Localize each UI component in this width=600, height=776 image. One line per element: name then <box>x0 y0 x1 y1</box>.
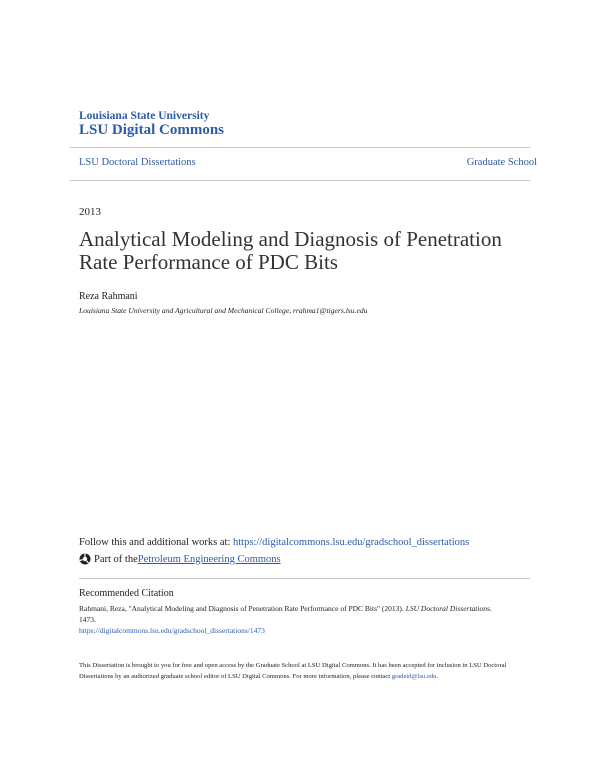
author-affiliation: Louisiana State University and Agricultural and Mechanical College, rrahma1@tigers.lsu.edu <box>79 306 368 315</box>
divider <box>70 180 530 181</box>
footer-text: This Dissertation is brought to you for free and open access by the Graduate School at LSU Digital Commons. It has been accepted for inclusion in LSU Doctoral Dissertations by an authorized graduate school editor of LSU Digital Commons. For more information, please contact <box>79 662 507 680</box>
citation-text: Rahmani, Reza, "Analytical Modeling and Diagnosis of Penetration Rate Performance of PDC Bits" (2013). <box>79 604 406 613</box>
collection-link[interactable]: LSU Doctoral Dissertations <box>79 157 196 168</box>
follow-line <box>79 537 469 548</box>
citation-number: . 1473. <box>79 604 492 624</box>
publication-year: 2013 <box>79 206 101 218</box>
part-of-line <box>79 553 281 565</box>
citation-block <box>79 603 509 636</box>
follow-url-link[interactable]: https://digitalcommons.lsu.edu/gradschool_dissertations <box>233 537 470 548</box>
footer-notice <box>79 660 529 682</box>
contact-email-link[interactable]: gradetd@lsu.edu <box>391 673 437 680</box>
bepress-network-icon <box>79 553 91 565</box>
university-name: Louisiana State University <box>79 110 210 122</box>
document-title: Analytical Modeling and Diagnosis of Penetration Rate Performance of PDC Bits <box>79 227 502 274</box>
citation-url-link[interactable]: https://digitalcommons.lsu.edu/gradschool_dissertations/1473 <box>79 626 265 635</box>
author-name: Reza Rahmani <box>79 291 138 302</box>
divider <box>79 578 530 579</box>
follow-label: Follow this and additional works at: <box>79 537 233 548</box>
footer-end: . <box>436 673 439 680</box>
citation-series: LSU Doctoral Dissertations <box>405 604 490 613</box>
discipline-link[interactable]: Petroleum Engineering Commons <box>137 553 281 565</box>
part-of-label: Part of the <box>94 553 138 565</box>
repository-name[interactable]: LSU Digital Commons <box>79 122 225 138</box>
graduate-school-link[interactable]: Graduate School <box>466 157 537 168</box>
citation-heading: Recommended Citation <box>79 588 174 599</box>
divider <box>70 147 530 148</box>
